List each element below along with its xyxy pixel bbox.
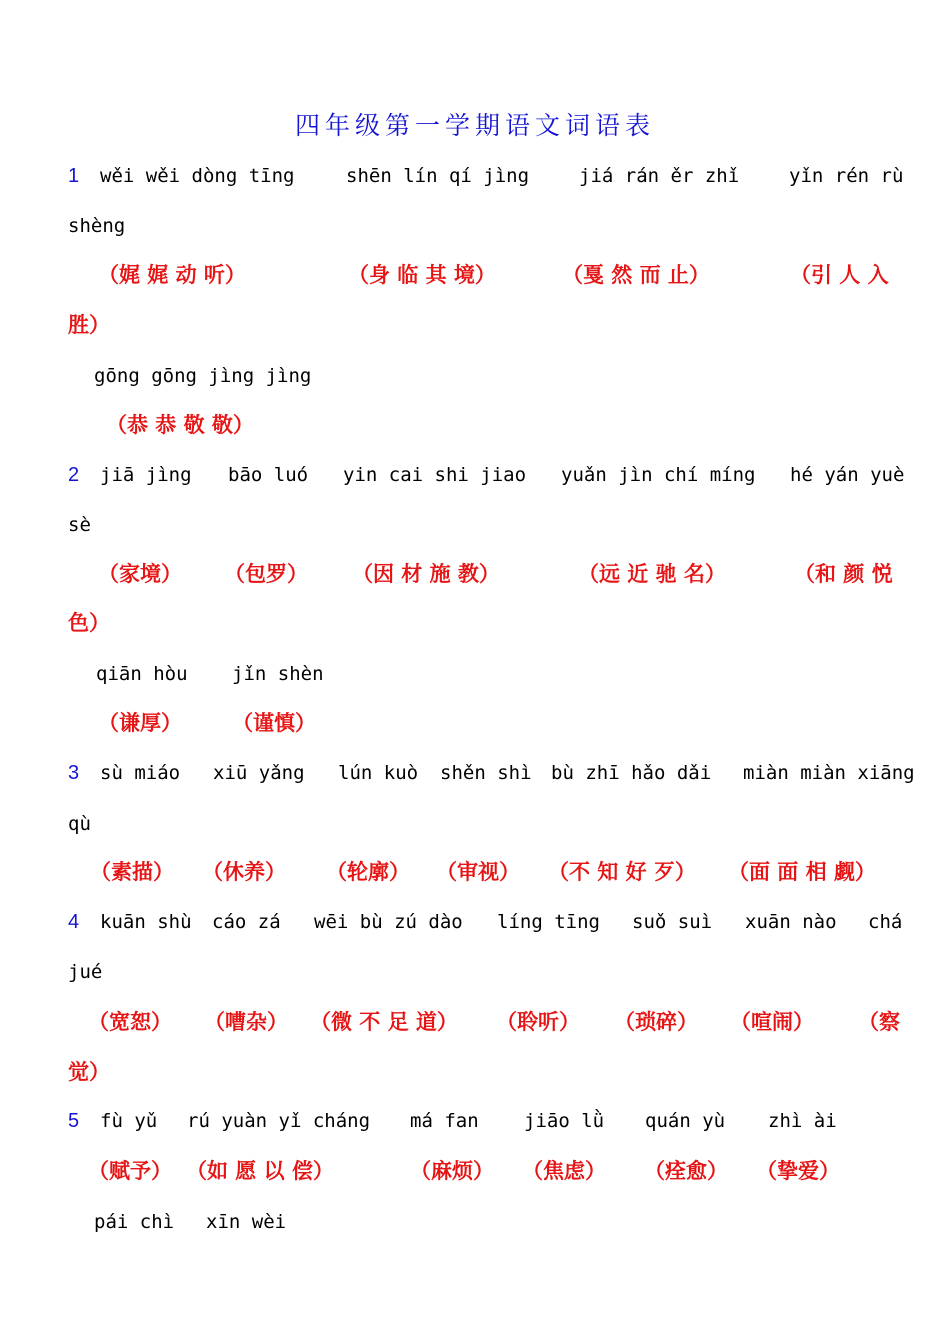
hanzi-word: （戛 然 而 止） — [562, 263, 710, 287]
hanzi-word: （和 颜 悦 — [794, 562, 893, 586]
pinyin-word: hé yán yuè — [790, 464, 905, 486]
pinyin-word: wěi wěi dòng tīng — [100, 165, 295, 187]
pinyin-word: shēn lín qí jìng — [346, 165, 530, 187]
hanzi-word: （察 — [858, 1010, 900, 1034]
hanzi-word: （麻烦） — [410, 1159, 494, 1183]
pinyin-word: shèng — [68, 215, 126, 237]
hanzi-word: （焦虑） — [522, 1159, 606, 1183]
pinyin-word: kuān shù — [100, 911, 192, 933]
hanzi-word: （休养） — [202, 860, 286, 884]
pinyin-word: qiān hòu — [96, 663, 188, 685]
pinyin-word: lún kuò — [338, 762, 419, 784]
page-title: 四年级第一学期语文词语表 — [294, 111, 655, 140]
hanzi-word: （如 愿 以 偿） — [186, 1159, 334, 1183]
section-number: 2 — [68, 464, 80, 486]
pinyin-word: rú yuàn yǐ cháng — [187, 1110, 371, 1132]
pinyin-word: suǒ suì — [632, 911, 713, 933]
pinyin-word: wēi bù zú dào — [314, 911, 463, 933]
pinyin-word: yin cai shi jiao — [343, 464, 527, 486]
hanzi-word: （面 面 相 觑） — [728, 860, 876, 884]
pinyin-word: gōng gōng jìng jìng — [94, 365, 312, 387]
hanzi-word: （琐碎） — [614, 1010, 698, 1034]
hanzi-word: （远 近 驰 名） — [578, 562, 726, 586]
hanzi-word: （不 知 好 歹） — [548, 860, 696, 884]
pinyin-word: chá — [868, 911, 903, 933]
hanzi-word: （聆听） — [496, 1010, 580, 1034]
pinyin-word: bāo luó — [228, 464, 309, 486]
pinyin-word: miàn miàn xiāng — [743, 762, 915, 784]
pinyin-word: jiá rán ěr zhǐ — [579, 165, 740, 187]
pinyin-word: sù miáo — [100, 762, 181, 784]
hanzi-word: （谦厚） — [98, 711, 182, 735]
pinyin-word: zhì ài — [768, 1110, 837, 1132]
section-number: 4 — [68, 911, 80, 933]
pinyin-word: jiā jìng — [100, 464, 192, 486]
hanzi-word: （喧闹） — [730, 1010, 814, 1034]
pinyin-word: fù yǔ — [100, 1110, 158, 1132]
hanzi-word: （素描） — [90, 860, 174, 884]
hanzi-word: （引 人 入 — [790, 263, 889, 287]
pinyin-word: quán yù — [645, 1110, 726, 1132]
pinyin-word: cáo zá — [212, 911, 281, 933]
hanzi-word: （包罗） — [224, 562, 308, 586]
pinyin-word: xīn wèi — [206, 1211, 287, 1233]
pinyin-word: yǐn rén rù — [789, 165, 904, 187]
hanzi-word: （家境） — [98, 562, 182, 586]
hanzi-word: （谨慎） — [232, 711, 316, 735]
pinyin-word: yuǎn jìn chí míng — [561, 464, 756, 486]
pinyin-word: bù zhī hǎo dǎi — [551, 762, 712, 784]
hanzi-word: （审视） — [436, 860, 520, 884]
pinyin-word: líng tīng — [497, 911, 600, 933]
pinyin-word: xiū yǎng — [213, 762, 305, 784]
hanzi-word: （因 材 施 教） — [352, 562, 500, 586]
pinyin-word: má fan — [410, 1110, 479, 1132]
section-number: 1 — [68, 165, 80, 187]
hanzi-word: 色） — [68, 611, 110, 635]
hanzi-word: （嘈杂） — [204, 1010, 288, 1034]
hanzi-word: （恭 恭 敬 敬） — [106, 413, 254, 437]
pinyin-word: jiāo lǜ — [524, 1110, 605, 1132]
section-number: 3 — [68, 762, 80, 784]
pinyin-word: jué — [68, 961, 103, 983]
hanzi-word: （赋予） — [88, 1159, 172, 1183]
pinyin-word: qù — [68, 813, 91, 835]
hanzi-word: 觉） — [68, 1060, 110, 1084]
hanzi-word: （痊愈） — [644, 1159, 728, 1183]
pinyin-word: jǐn shèn — [232, 663, 324, 685]
section-number: 5 — [68, 1110, 80, 1132]
hanzi-word: （微 不 足 道） — [310, 1010, 458, 1034]
pinyin-word: sè — [68, 514, 91, 536]
pinyin-word: pái chì — [94, 1211, 175, 1233]
hanzi-word: （挚爱） — [756, 1159, 840, 1183]
hanzi-word: （身 临 其 境） — [348, 263, 496, 287]
pinyin-word: shěn shì — [440, 762, 532, 784]
hanzi-word: （宽恕） — [88, 1010, 172, 1034]
hanzi-word: （轮廓） — [326, 860, 410, 884]
hanzi-word: 胜） — [68, 313, 110, 337]
pinyin-word: xuān nào — [745, 911, 837, 933]
hanzi-word: （娓 娓 动 听） — [98, 263, 246, 287]
